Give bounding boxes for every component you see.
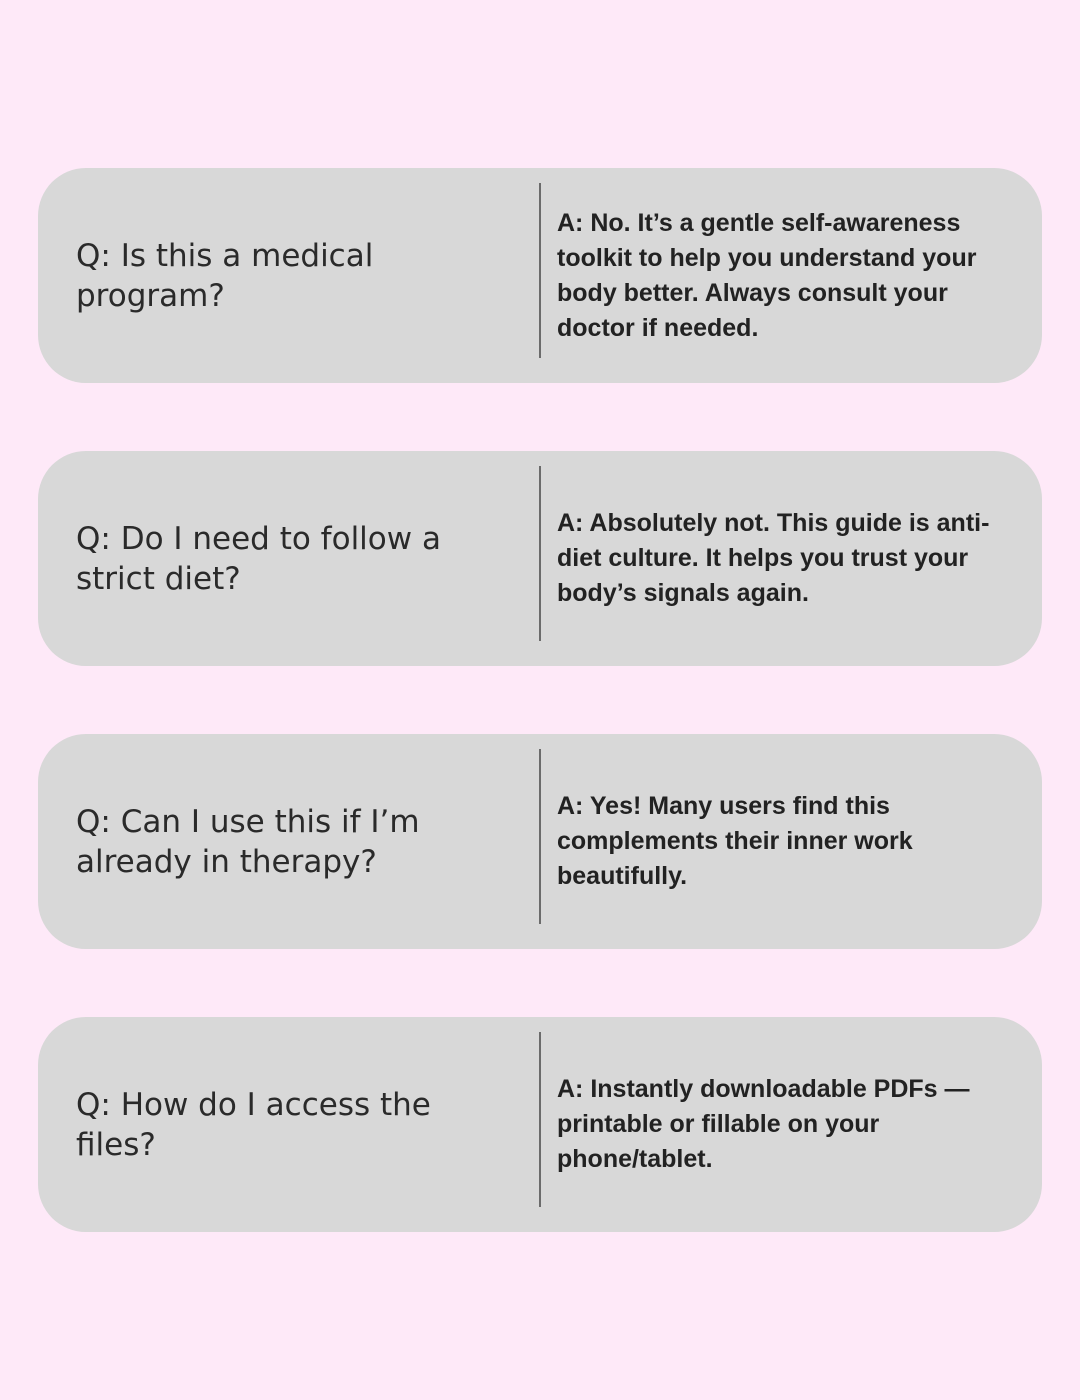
faq-answer-text: A: No. It’s a gentle self-awareness toolkit to help you understand your body better. Always consult your doctor if needed.	[557, 208, 977, 342]
faq-question-text: Q: Do I need to follow a strict diet?	[76, 520, 441, 597]
faq-list	[38, 168, 1042, 1300]
faq-card	[38, 168, 1042, 383]
faq-card	[38, 1017, 1042, 1232]
faq-answer	[557, 451, 1029, 666]
faq-divider	[539, 749, 541, 924]
faq-question	[76, 451, 496, 666]
faq-divider	[539, 183, 541, 358]
faq-question	[76, 168, 496, 383]
faq-answer	[557, 1017, 1029, 1232]
faq-answer-text: A: Absolutely not. This guide is anti-diet culture. It helps you trust your body’s signals again.	[557, 509, 990, 607]
faq-question	[76, 734, 496, 949]
faq-question	[76, 1017, 496, 1232]
faq-answer	[557, 168, 1029, 383]
faq-divider	[539, 466, 541, 641]
faq-question-text: Q: Is this a medical program?	[76, 237, 374, 314]
faq-divider	[539, 1032, 541, 1207]
faq-card	[38, 451, 1042, 666]
faq-card	[38, 734, 1042, 949]
faq-answer	[557, 734, 1029, 949]
faq-question-text: Q: How do I access the files?	[76, 1086, 431, 1163]
faq-question-text: Q: Can I use this if I’m already in therapy?	[76, 803, 420, 880]
faq-answer-text: A: Yes! Many users find this complements their inner work beautifully.	[557, 792, 913, 890]
faq-answer-text: A: Instantly downloadable PDFs — printable or fillable on your phone/tablet.	[557, 1075, 970, 1173]
